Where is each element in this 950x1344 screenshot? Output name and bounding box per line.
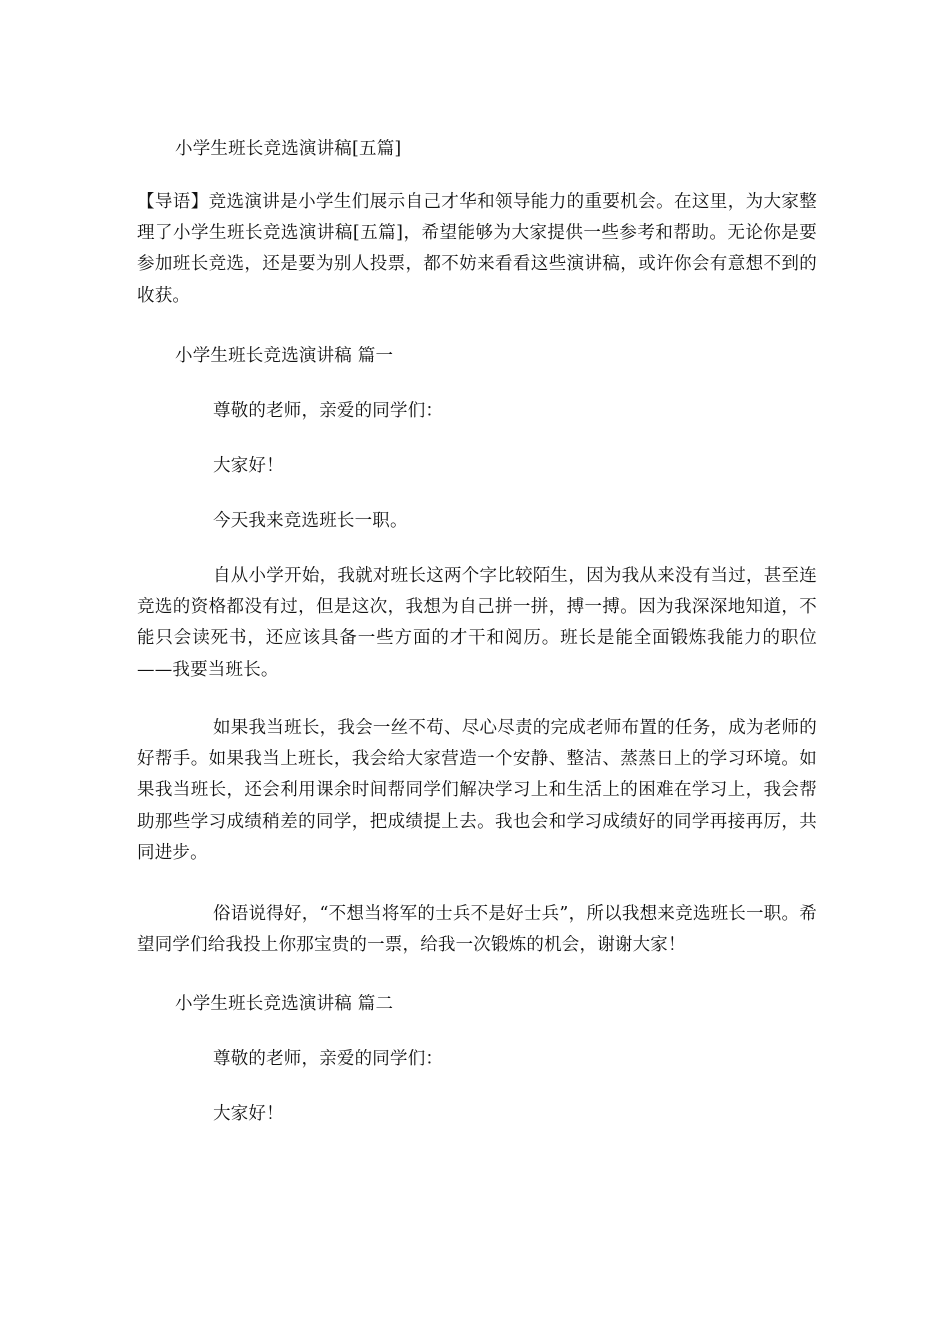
greeting-line-2: 尊敬的老师，亲爱的同学们： [213,1049,444,1069]
intro-paragraph: 【导语】竞选演讲是小学生们展示自己才华和领导能力的重要机会。在这里，为大家整理了小学生班长竞选演讲稿[五篇]，希望能够为大家提供一些参考和帮助。无论你是要参加班长竞选，还是要为别人投票，都不妨来看看这些演讲稿，或许你会有意想不到的收获。 [137,192,817,306]
body-paragraph-2: 如果我当班长，我会一丝不苟、尽心尽责的完成老师布置的任务，成为老师的好帮手。如果我当上班长，我会给大家营造一个安静、整洁、蒸蒸日上的学习环境。如果我当班长，还会利用课余时间帮同学们解决学习上和生活上的困难在学习上，我会帮助那些学习成绩稍差的同学，把成绩提上去。我也会和学习成绩好的同学再接再厉，共同进步。 [137,718,817,863]
document-title: 小学生班长竞选演讲稿[五篇] [175,139,402,159]
section-heading-2: 小学生班长竞选演讲稿 篇二 [175,994,394,1014]
greeting-line-1: 尊敬的老师，亲爱的同学们： [213,401,444,421]
purpose-line: 今天我来竞选班长一职。 [213,511,408,531]
hello-line-2: 大家好！ [213,1104,284,1124]
section-heading-1: 小学生班长竞选演讲稿 篇一 [175,346,394,366]
body-paragraph-1: 自从小学开始，我就对班长这两个字比较陌生，因为我从来没有当过，甚至连竞选的资格都没有过，但是这次，我想为自己拼一拼，搏一搏。因为我深深地知道，不能只会读死书，还应该具备一些方面的才干和阅历。班长是能全面锻炼我能力的职位——我要当班长。 [137,566,817,680]
body-paragraph-3: 俗语说得好，“不想当将军的士兵不是好士兵”，所以我想来竞选班长一职。希望同学们给我投上你那宝贵的一票，给我一次锻炼的机会，谢谢大家！ [137,904,817,956]
hello-line-1: 大家好！ [213,456,284,476]
